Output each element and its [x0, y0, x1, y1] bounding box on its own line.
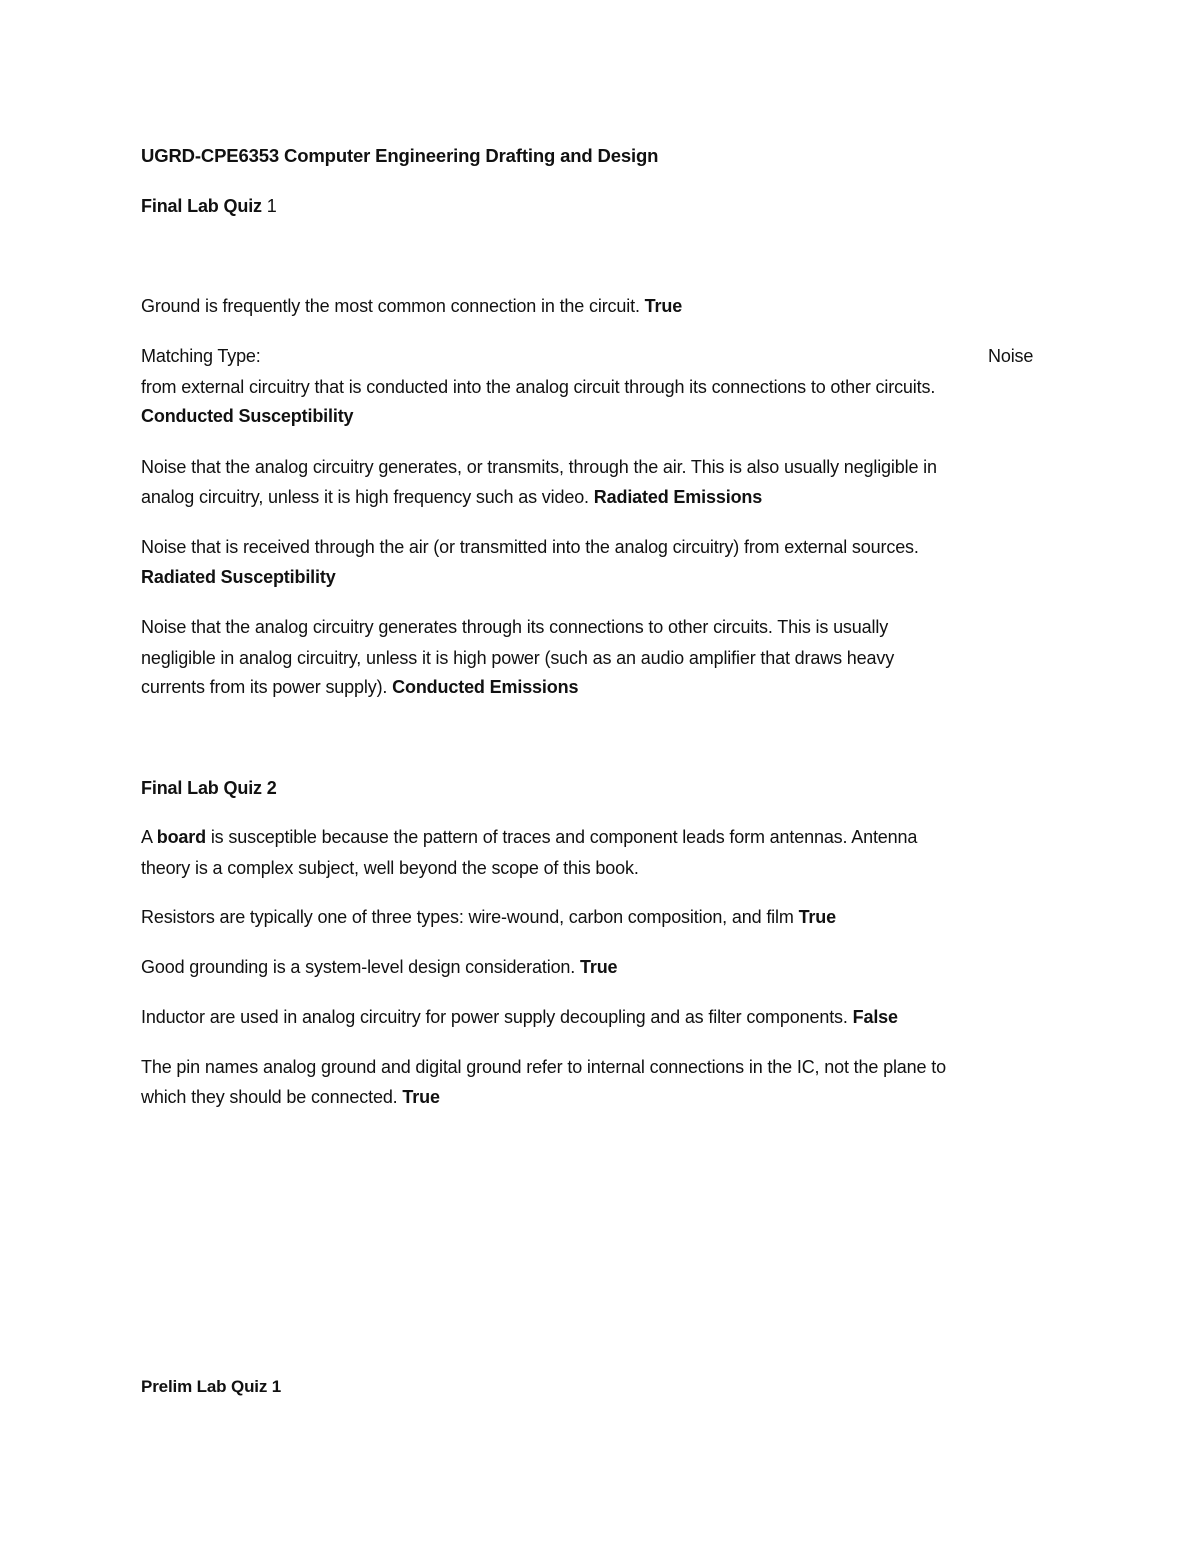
answer: True — [644, 296, 683, 316]
course-title: UGRD-CPE6353 Computer Engineering Drafting and Design — [141, 145, 659, 166]
matching-type-label: Matching Type: — [141, 346, 261, 366]
matching-line-2: from external circuitry that is conducted into the analog circuit through its connections to other circuits. — [141, 377, 936, 397]
answer: False — [852, 1007, 898, 1027]
question-text: Ground is frequently the most common connection in the circuit. — [141, 296, 645, 316]
answer: True — [580, 957, 618, 977]
question-pin-names-line-2 — [141, 1086, 440, 1108]
question-text: is susceptible because the pattern of traces and component leads form antennas. Antenna — [205, 827, 918, 847]
answer: Radiated Emissions — [593, 487, 763, 507]
question-conducted-emissions-line-2: negligible in analog circuitry, unless it is high power (such as an audio amplifier that draws heavy — [141, 648, 895, 668]
question-board-line-2: theory is a complex subject, well beyond the scope of this book. — [141, 858, 639, 878]
question-board-line-1 — [141, 826, 917, 848]
question-inductor — [141, 1006, 898, 1028]
question-pin-names-line-1: The pin names analog ground and digital ground refer to internal connections in the IC, not the plane to — [141, 1057, 946, 1077]
question-grounding — [141, 956, 617, 978]
heading-number: 1 — [261, 196, 277, 216]
final-lab-quiz-2-heading: Final Lab Quiz 2 — [141, 778, 277, 798]
heading-text: Final Lab Quiz — [141, 196, 262, 216]
answer-conducted-susceptibility: Conducted Susceptibility — [141, 406, 354, 426]
question-ground — [141, 295, 682, 317]
question-text: which they should be connected. — [141, 1087, 403, 1107]
matching-noise-word: Noise — [988, 346, 1034, 366]
answer: Conducted Emissions — [392, 677, 579, 697]
question-conducted-emissions-line-1: Noise that the analog circuitry generates through its connections to other circuits. This is usually — [141, 617, 889, 637]
answer: True — [402, 1087, 440, 1107]
question-text: Inductor are used in analog circuitry for power supply decoupling and as filter components. — [141, 1007, 853, 1027]
question-radiated-emissions-line-2 — [141, 486, 762, 508]
question-text: analog circuitry, unless it is high frequency such as video. — [141, 487, 594, 507]
answer: True — [798, 907, 836, 927]
question-text: Good grounding is a system-level design consideration. — [141, 957, 580, 977]
prelim-lab-quiz-1-heading: Prelim Lab Quiz 1 — [141, 1377, 282, 1396]
question-resistors — [141, 906, 836, 928]
question-radiated-susceptibility-line-1: Noise that is received through the air (or transmitted into the analog circuitry) from external sources. — [141, 537, 919, 557]
answer-board: board — [156, 827, 206, 847]
question-conducted-emissions-line-3 — [141, 676, 578, 698]
question-radiated-emissions-line-1: Noise that the analog circuitry generates, or transmits, through the air. This is also usually negligible in — [141, 457, 937, 477]
answer-radiated-susceptibility: Radiated Susceptibility — [141, 567, 336, 587]
question-prefix: A — [141, 827, 157, 847]
question-text: Resistors are typically one of three types: wire-wound, carbon composition, and film — [141, 907, 799, 927]
final-lab-quiz-1-heading — [141, 195, 277, 217]
question-text: currents from its power supply). — [141, 677, 393, 697]
